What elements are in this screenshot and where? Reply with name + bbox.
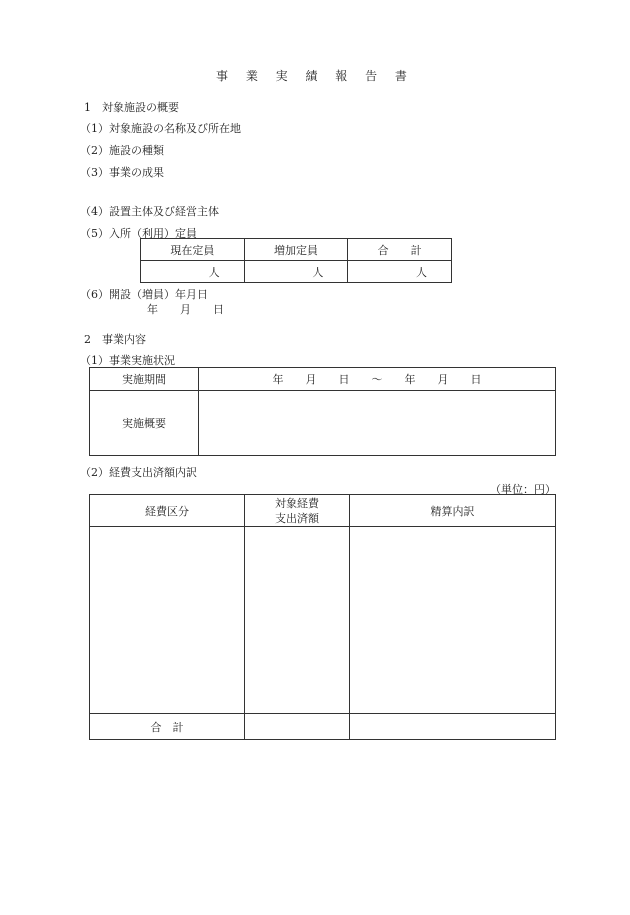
capacity-total-unit: 人 [348, 261, 452, 283]
section2-heading: 2 事業内容 [84, 333, 146, 346]
section2-item1: （1）事業実施状況 [80, 354, 175, 367]
capacity-increase-unit: 人 [244, 261, 348, 283]
period-label: 実施期間 [90, 368, 199, 391]
expense-amount-cell [245, 527, 350, 714]
unit-note: （単位：円） [490, 483, 556, 496]
section1-item4: （4）設置主体及び経営主体 [80, 205, 219, 218]
expense-header-amount [245, 495, 350, 527]
period-value: 年 月 日 ～ 年 月 日 [199, 368, 556, 391]
section1-heading: 1 対象施設の概要 [84, 101, 179, 114]
expense-total-amount [245, 714, 350, 740]
section1-item2: （2）施設の種類 [80, 144, 164, 157]
section1-item5: （5）入所（利用）定員 [80, 227, 197, 240]
summary-value [199, 391, 556, 456]
expense-total-breakdown [350, 714, 556, 740]
capacity-header-total: 合 計 [348, 239, 452, 261]
capacity-current-unit: 人 [141, 261, 245, 283]
capacity-header-current: 現在定員 [141, 239, 245, 261]
expense-header-category: 経費区分 [90, 495, 245, 527]
section1-item1: （1）対象施設の名称及び所在地 [80, 122, 241, 135]
expense-header-amount-line1: 対象経費 [275, 496, 319, 510]
capacity-header-increase: 増加定員 [244, 239, 348, 261]
expense-header-amount-line2: 支出済額 [275, 511, 319, 525]
summary-label: 実施概要 [90, 391, 199, 456]
opening-date-line: 年 月 日 [147, 303, 224, 316]
status-table [89, 367, 556, 456]
expense-category-cell [90, 527, 245, 714]
expense-breakdown-cell [350, 527, 556, 714]
section1-item6: （6）開設（増員）年月日 [80, 288, 208, 301]
document-title: 事 業 実 績 報 告 書 [216, 69, 414, 83]
capacity-table [140, 238, 452, 283]
expense-total-label: 合 計 [90, 714, 245, 740]
section2-item2: （2）経費支出済額内訳 [80, 466, 197, 479]
expense-header-breakdown: 精算内訳 [350, 495, 556, 527]
expense-table [89, 494, 556, 740]
section1-item3: （3）事業の成果 [80, 166, 164, 179]
